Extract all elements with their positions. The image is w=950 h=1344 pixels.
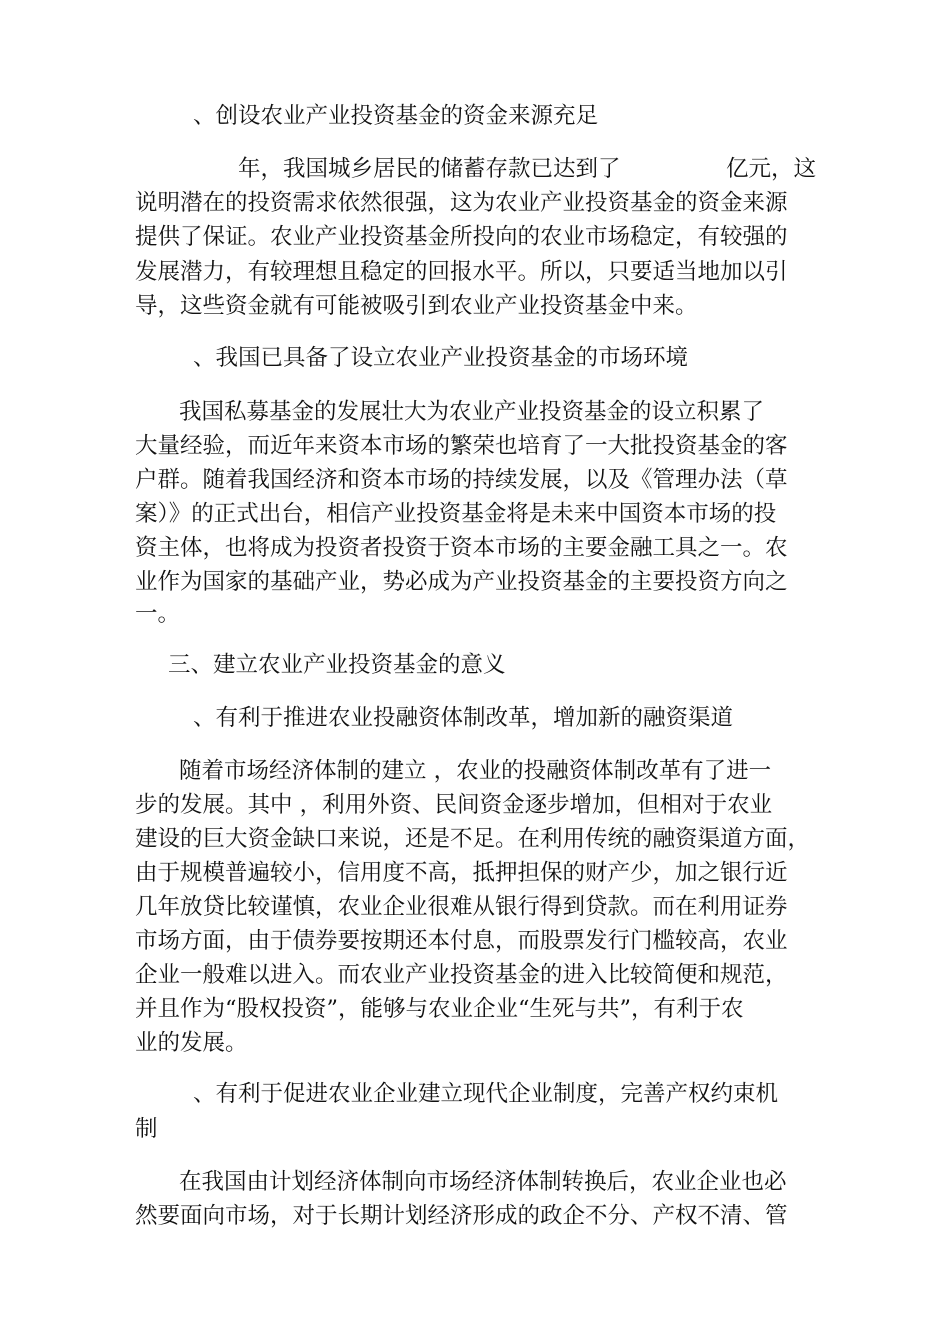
paragraph-line: 几年放贷比较谨慎，农业企业很难从银行得到贷款。而在利用证券 [135,894,788,920]
paragraph-line: 导，这些资金就有可能被吸引到农业产业投资基金中来。 [135,293,698,319]
subsection-heading-s3-1: 、有利于推进农业投融资体制改革，增加新的融资渠道 [193,705,734,731]
paragraph-line: 建设的巨大资金缺口来说，还是不足。在利用传统的融资渠道方面， [135,826,811,852]
paragraph-line: 业作为国家的基础产业，势必成为产业投资基金的主要投资方向之 [135,569,788,595]
section-title: 三、建立农业产业投资基金的意义 [168,652,506,678]
paragraph-line: 年，我国城乡居民的储蓄存款已达到了 [238,156,621,182]
paragraph-line: 资主体，也将成为投资者投资于资本市场的主要金融工具之一。农 [135,535,788,561]
paragraph-line: 提供了保证。农业产业投资基金所投向的农业市场稳定，有较强的 [135,224,788,250]
paragraph-line: 步的发展。其中 ，利用外资、民间资金逐步增加，但相对于农业 [135,792,773,818]
subsection-heading-2: 、创设农业产业投资基金的资金来源充足 [193,103,599,129]
paragraph-line: 并且作为“股权投资”，能够与农业企业“生死与共”，有利于农 [135,996,744,1022]
paragraph-line: 在我国由计划经济体制向市场经济体制转换后，农业企业也必 [179,1169,787,1195]
paragraph-line: 我国私募基金的发展壮大为农业产业投资基金的设立积累了 [179,399,765,425]
paragraph-line: 大量经验，而近年来资本市场的繁荣也培育了一大批投资基金的客 [135,433,788,459]
paragraph-line: 发展潜力，有较理想且稳定的回报水平。所以，只要适当地加以引 [135,259,788,285]
paragraph-line: 亿元，这 [726,156,817,182]
paragraph-line: 业的发展。 [135,1030,248,1056]
paragraph-line: 户群。随着我国经济和资本市场的持续发展，以及《管理办法（草 [135,467,788,493]
subsection-heading-3: 、我国已具备了设立农业产业投资基金的市场环境 [193,345,689,371]
paragraph-line: 案）》的正式出台，相信产业投资基金将是未来中国资本市场的投 [135,501,777,527]
paragraph-line: 企业一般难以进入。而农业产业投资基金的进入比较简便和规范， [135,962,788,988]
paragraph-line: 市场方面，由于债券要按期还本付息，而股票发行门槛较高，农业 [135,928,788,954]
subsection-heading-s3-2-continued: 制 [135,1116,158,1142]
subsection-heading-s3-2: 、有利于促进农业企业建立现代企业制度，完善产权约束机 [193,1081,779,1107]
paragraph-line: 由于规模普遍较小，信用度不高，抵押担保的财产少，加之银行近 [135,860,788,886]
paragraph-line: 随着市场经济体制的建立 ，农业的投融资体制改革有了进一 [179,758,772,784]
paragraph-line: 说明潜在的投资需求依然很强，这为农业产业投资基金的资金来源 [135,190,788,216]
paragraph-line: 然要面向市场，对于长期计划经济形成的政企不分、产权不清、管 [135,1203,788,1229]
paragraph-line: 一。 [135,601,181,627]
